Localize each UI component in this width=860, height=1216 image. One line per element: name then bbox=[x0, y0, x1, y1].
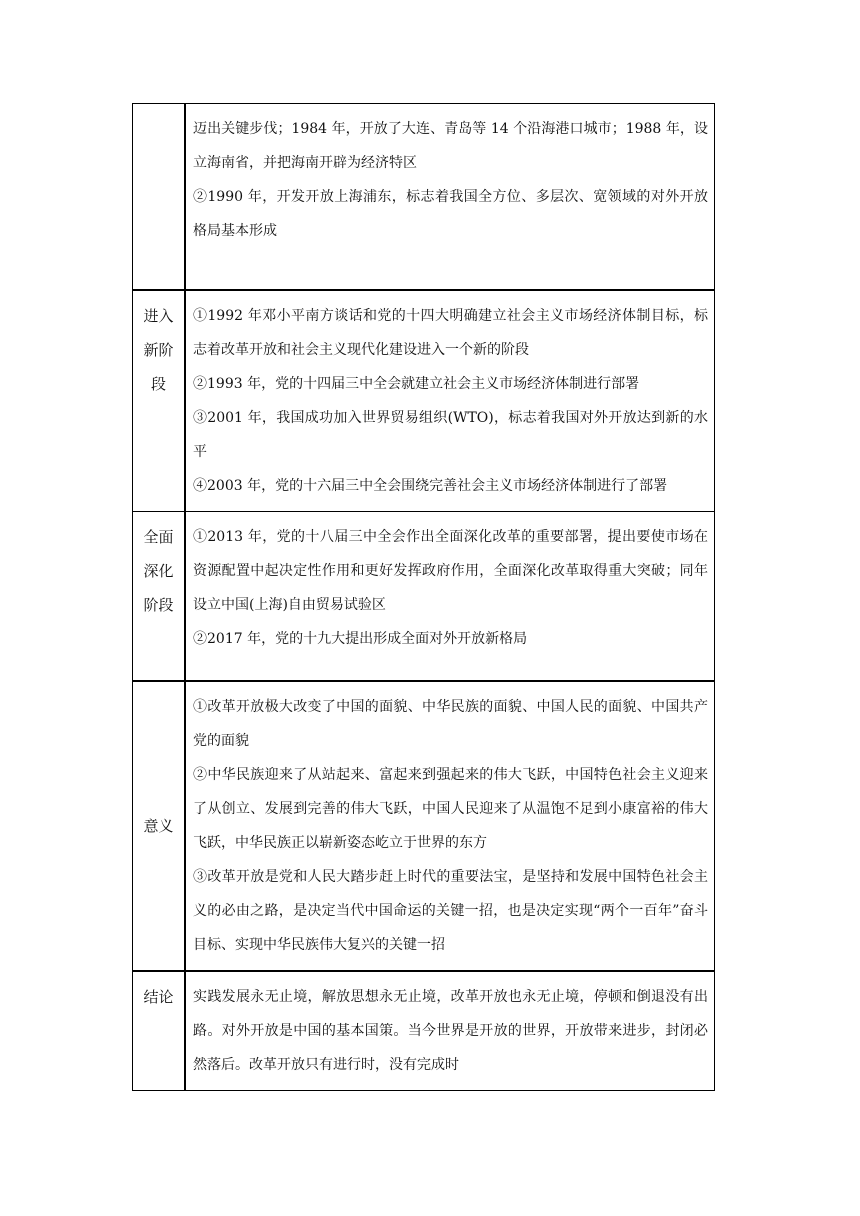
paragraph: ①2013 年，党的十八届三中全会作出全面深化改革的重要部署，提出要使市场在资源配置中起决定性作用和更好发挥政府作用，全面深化改革取得重大突破；同年设立中国(上海)自由贸易试验区 bbox=[193, 528, 708, 613]
row-label bbox=[133, 681, 186, 971]
paragraph: ④2003 年，党的十六届三中全会围绕完善社会主义市场经济体制进行了部署 bbox=[193, 477, 668, 494]
paragraph: ②1990 年，开发开放上海浦东，标志着我国全方位、多层次、宽领域的对外开放格局基本形成 bbox=[193, 189, 708, 239]
row-label bbox=[133, 511, 186, 681]
table-row bbox=[133, 681, 715, 971]
label-line: 阶段 bbox=[143, 595, 174, 614]
row-label bbox=[133, 290, 186, 512]
paragraph: ③2001 年，我国成功加入世界贸易组织(WTO)，标志着我国对外开放达到新的水平 bbox=[193, 409, 708, 460]
label-line: 深化 bbox=[143, 561, 174, 580]
paragraph: ③改革开放是党和人民大踏步赶上时代的重要法宝，是坚持和发展中国特色社会主义的必由之路，是决定当代中国命运的关键一招，也是决定实现“两个一百年”奋斗目标、实现中华民族伟大复兴的关键一招 bbox=[193, 869, 708, 953]
row-label bbox=[133, 971, 186, 1091]
label-line: 新阶 bbox=[143, 340, 174, 359]
content-table bbox=[132, 103, 715, 1091]
paragraph: ①1992 年邓小平南方谈话和党的十四大明确建立社会主义市场经济体制目标，标志着改革开放和社会主义现代化建设进入一个新的阶段 bbox=[193, 307, 708, 358]
table-row bbox=[133, 971, 715, 1091]
paragraph: ①改革开放极大改变了中国的面貌、中华民族的面貌、中国人民的面貌、中国共产党的面貌 bbox=[193, 699, 708, 749]
paragraph: ②1993 年，党的十四届三中全会就建立社会主义市场经济体制进行部署 bbox=[193, 375, 640, 392]
row-content bbox=[185, 511, 715, 681]
label-line: 结论 bbox=[143, 988, 174, 1006]
row-content bbox=[185, 971, 715, 1091]
paragraph: 实践发展永无止境，解放思想永无止境，改革开放也永无止境，停顿和倒退没有出路。对外开放是中国的基本国策。当今世界是开放的世界，开放带来进步，封闭必然落后。改革开放只有进行时，没有完成时 bbox=[193, 989, 708, 1073]
row-content bbox=[185, 681, 715, 971]
label-line: 段 bbox=[150, 374, 166, 393]
paragraph: 迈出关键步伐；1984 年，开放了大连、青岛等 14 个沿海港口城市；1988 年，设立海南省，并把海南开辟为经济特区 bbox=[193, 121, 708, 171]
row-content bbox=[185, 290, 715, 512]
paragraph: ②中华民族迎来了从站起来、富起来到强起来的伟大飞跃，中国特色社会主义迎来了从创立、发展到完善的伟大飞跃，中国人民迎来了从温饱不足到小康富裕的伟大飞跃，中华民族正以崭新姿态屹立于世界的东方 bbox=[193, 767, 708, 851]
row-content bbox=[185, 104, 715, 290]
label-line: 意义 bbox=[143, 817, 174, 835]
table-row bbox=[133, 104, 715, 290]
label-line: 进入 bbox=[143, 306, 174, 325]
paragraph: ②2017 年，党的十九大提出形成全面对外开放新格局 bbox=[193, 630, 528, 647]
label-line: 全面 bbox=[143, 527, 174, 546]
row-label bbox=[133, 104, 186, 290]
table-row bbox=[133, 290, 715, 512]
table-row bbox=[133, 511, 715, 681]
